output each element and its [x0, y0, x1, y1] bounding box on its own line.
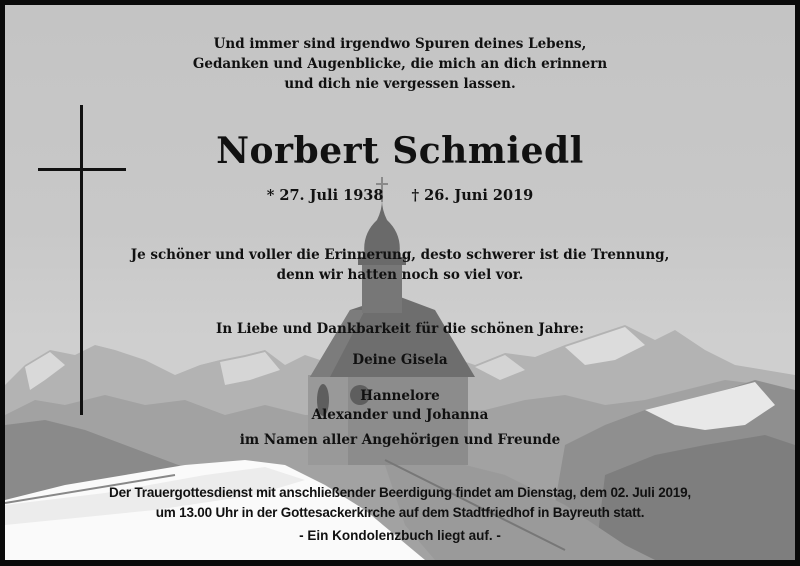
verse-line: und dich nie vergessen lassen. — [284, 76, 516, 92]
funeral-details — [5, 483, 795, 523]
mourner-relatives: im Namen aller Angehörigen und Freunde — [239, 432, 561, 448]
memorial-quote — [5, 245, 795, 285]
life-dates — [5, 186, 795, 206]
funeral-line: Der Trauergottesdienst mit anschließender Beerdigung findet am Dienstag, dem 02. Juli 2019, — [109, 485, 691, 500]
verse-line: Gedanken und Augenblicke, die mich an dich erinnern — [192, 56, 608, 72]
deceased-name: Norbert Schmiedl — [216, 130, 584, 172]
family-line: Hannelore — [360, 388, 440, 404]
mourners-intro: In Liebe und Dankbarkeit für die schönen Jahre: — [216, 321, 584, 337]
mourner-family — [5, 387, 795, 425]
mourner-spouse: Deine Gisela — [352, 352, 448, 368]
death-date: † 26. Juni 2019 — [411, 187, 534, 204]
verse-line: Und immer sind irgendwo Spuren deines Lebens, — [213, 36, 587, 52]
funeral-line: um 13.00 Uhr in der Gottesackerkirche auf dem Stadtfriedhof in Bayreuth statt. — [155, 505, 645, 520]
birth-date: * 27. Juli 1938 — [266, 187, 384, 204]
quote-line: Je schöner und voller die Erinnerung, desto schwerer ist die Trennung, — [130, 247, 670, 263]
quote-line: denn wir hatten noch so viel vor. — [276, 267, 524, 283]
condolence-note: - Ein Kondolenzbuch liegt auf. - — [299, 528, 501, 543]
family-line: Alexander und Johanna — [311, 407, 489, 423]
opening-verse — [5, 34, 795, 94]
